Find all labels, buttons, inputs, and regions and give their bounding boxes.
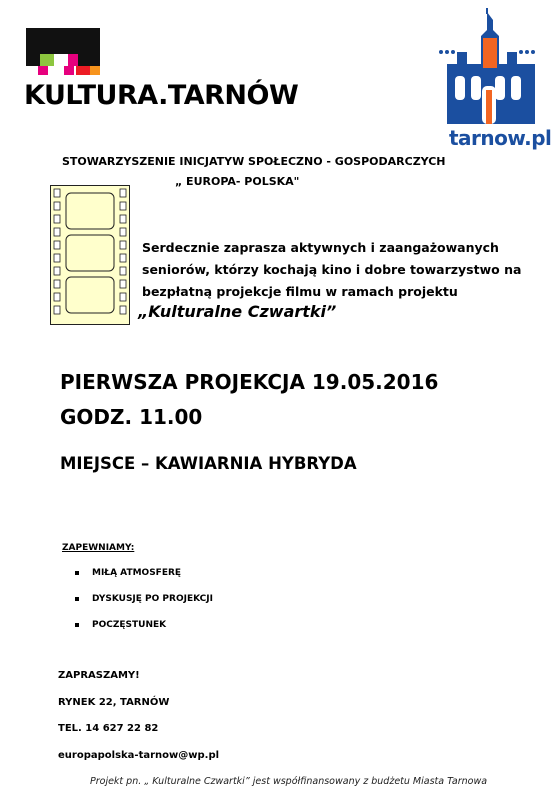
tarnow-pl-logo	[437, 6, 551, 156]
list-item: MIŁĄ ATMOSFERĘ	[74, 568, 213, 594]
kultura-tarnow-logo	[24, 28, 304, 113]
provide-list	[74, 568, 213, 646]
organization-subname: „ EUROPA- POLSKA"	[175, 175, 300, 188]
organization-name: STOWARZYSZENIE INICJATYW SPOŁECZNO - GOSPODARCZYCH	[62, 155, 446, 168]
email: europapolska-tarnow@wp.pl	[58, 750, 220, 761]
project-name: „Kulturalne Czwartki”	[138, 302, 337, 321]
invitation-line: Serdecznie zaprasza aktywnych i zaangażowanych	[142, 240, 499, 255]
tarnow-pl-logo-mark	[437, 6, 537, 126]
list-item: POCZĘSTUNEK	[74, 620, 213, 646]
first-screening-date: PIERWSZA PROJEKCJA 19.05.2016	[60, 370, 439, 394]
screening-time: GODZ. 11.00	[60, 405, 203, 429]
kultura-tarnow-logo-text: KULTURA.TARNÓW	[24, 80, 299, 111]
phone: TEL. 14 627 22 82	[58, 723, 159, 734]
film-strip-icon	[50, 185, 130, 325]
invitation-line: bezpłatną projekcje filmu w ramach projektu	[142, 284, 458, 299]
tarnow-pl-logo-text: tarnow.pl	[449, 126, 551, 150]
invitation-line: seniorów, którzy kochają kino i dobre towarzystwo na	[142, 262, 522, 277]
invite-heading: ZAPRASZAMY!	[58, 670, 140, 681]
funding-footer: Projekt pn. „ Kulturalne Czwartki” jest współfinansowany z budżetu Miasta Tarnowa	[90, 776, 488, 787]
screening-place: MIEJSCE – KAWIARNIA HYBRYDA	[60, 454, 357, 473]
kultura-tarnow-logo-mark	[24, 28, 104, 80]
invitation-text	[142, 237, 542, 303]
provide-heading: ZAPEWNIAMY:	[62, 543, 135, 553]
list-item: DYSKUSJĘ PO PROJEKCJI	[74, 594, 213, 620]
address: RYNEK 22, TARNÓW	[58, 697, 170, 708]
